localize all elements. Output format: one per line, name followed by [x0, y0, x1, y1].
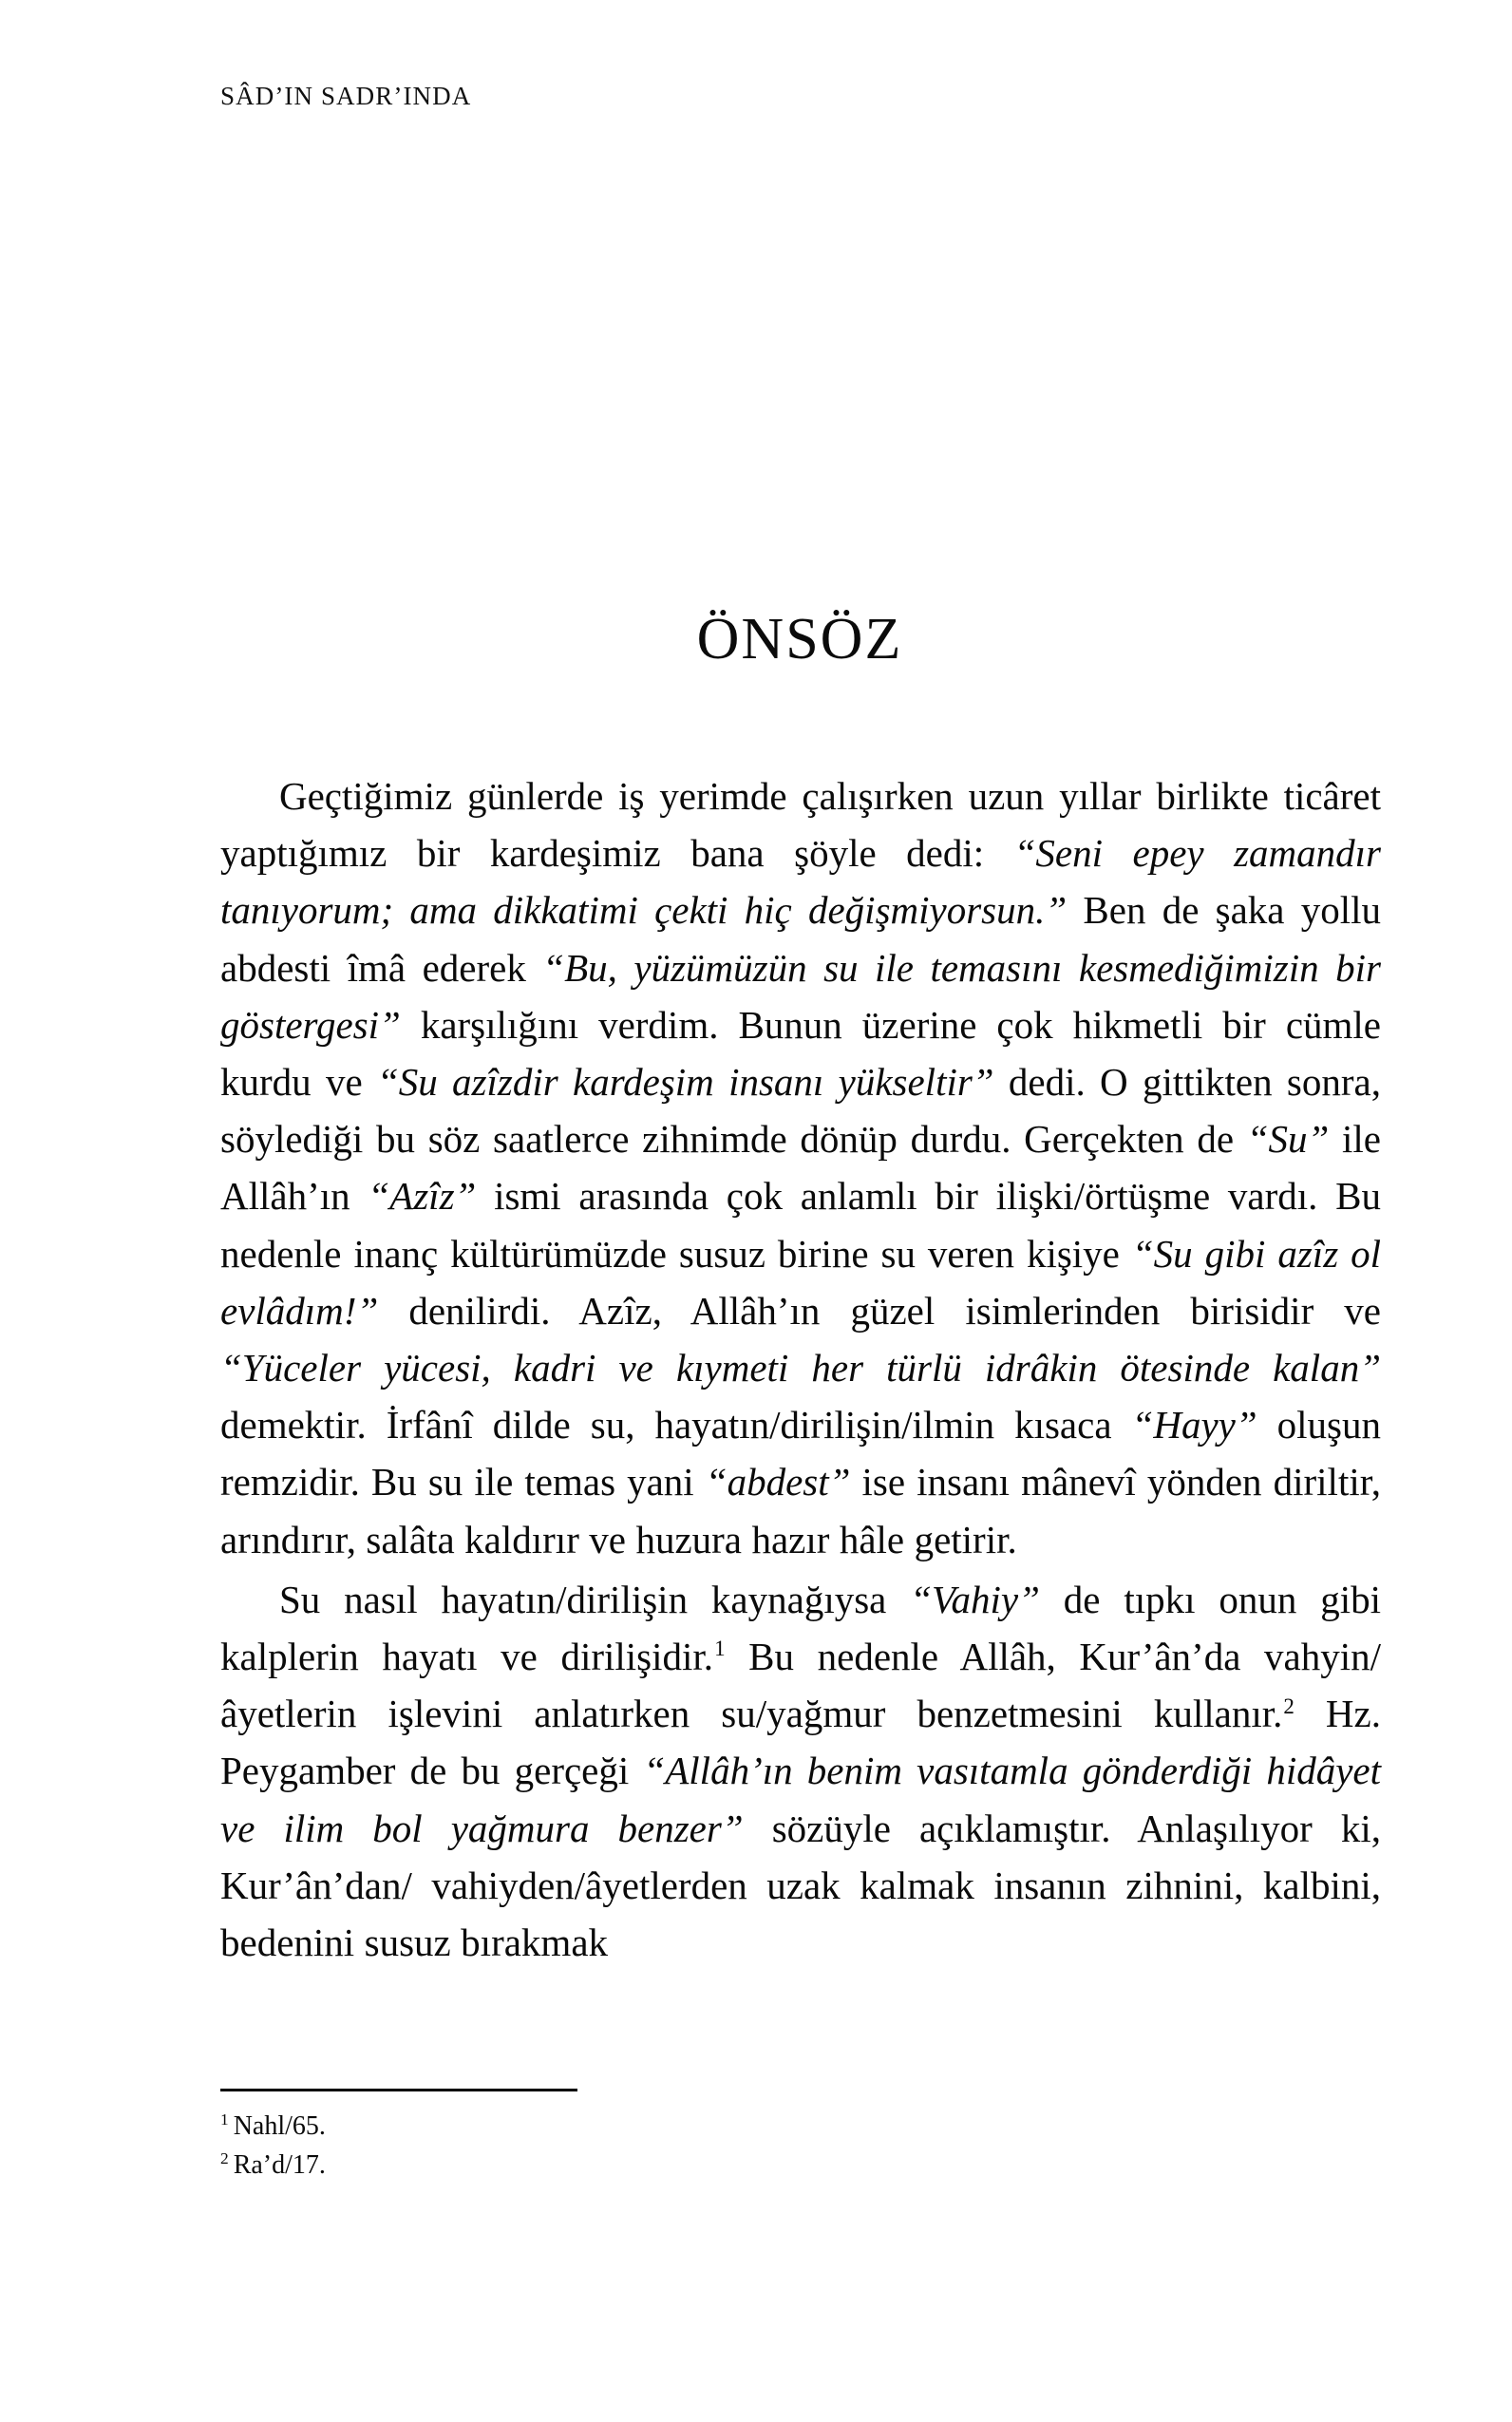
footnote-area — [220, 2089, 1381, 2185]
p2-text-3: Bu nedenle Allâh, Kur’ân’da vahyin/âyetlerin işlevini anlatırken su/yağmur benzetmesini kullanır. — [220, 1635, 1382, 1736]
p1-quote-3: “Su azîzdir kardeşim insanı yükseltir” — [376, 1060, 994, 1105]
p2-quote-2: “Allâh’ın benim vasıtamla gönderdiği hidâyet ve ilim bol yağmura benzer” — [220, 1749, 1381, 1850]
p1-text-7: denilirdi. Azîz, Allâh’ın güzel isimlerinden birisidir ve — [378, 1288, 1381, 1333]
footnote-text: Ra’d/17. — [233, 2150, 326, 2180]
p1-quote-6: “Su gibi azîz ol evlâdım!” — [220, 1231, 1381, 1333]
footnote-ref-1[interactable]: 1 — [714, 1637, 726, 1661]
p1-text-5: ile Allâh’ın — [220, 1117, 1382, 1219]
footnote-item — [220, 2146, 1381, 2185]
p1-text-9: oluşun remzidir. Bu su ile temas yani — [220, 1403, 1381, 1504]
p2-text-1: Su nasıl hayatın/dirilişin kaynağıysa — [279, 1577, 911, 1621]
footnote-ref-2[interactable]: 2 — [1283, 1694, 1295, 1718]
p2-text-5: sözüyle açıklamıştır. Anlaşılıyor ki, Kur’ân’dan/ vahiyden/âyetlerden uzak kalmak insanın zihnini, kalbini, bedenini susuz bırakmak — [220, 1806, 1381, 1965]
footnote-text: Nahl/65. — [233, 2111, 326, 2141]
p1-text-2: Ben de şaka yollu abdesti îmâ ederek — [220, 888, 1381, 990]
p1-quote-2: “Bu, yüzümüzün su ile temasını kesmediğimizin bir göstergesi” — [220, 945, 1381, 1047]
p1-quote-8: “Hayy” — [1131, 1403, 1257, 1448]
running-header: SÂD’IN SADR’INDA — [220, 82, 472, 110]
p2-quote-1: “Vahiy” — [910, 1577, 1040, 1621]
p1-text-6: ismi arasında çok anlamlı bir ilişki/örtüşme vardı. Bu nedenle inanç kültürümüzde susuz birine su veren kişiye — [220, 1174, 1381, 1276]
footnote-number: 2 — [220, 2148, 229, 2167]
paragraph-1 — [220, 767, 1381, 1568]
p1-quote-9: “abdest” — [705, 1460, 851, 1504]
footnote-item — [220, 2107, 1381, 2146]
p1-text-10: ise insanı mânevî yönden diriltir, arındırır, salâta kaldırır ve huzura hazır hâle getirir. — [220, 1460, 1381, 1561]
p1-text-1: Geçtiğimiz günlerde iş yerimde çalışırken uzun yıllar birlikte ticâret yaptığımız bir kardeşimiz bana şöyle dedi: — [220, 774, 1381, 876]
paragraph-2 — [220, 1571, 1381, 1971]
p1-text-3: karşılığını verdim. Bunun üzerine çok hikmetli bir cümle kurdu ve — [220, 1002, 1381, 1105]
p1-quote-4: “Su” — [1246, 1117, 1330, 1162]
p1-quote-7: “Yüceler yücesi, kadri ve kıymeti her türlü idrâkin ötesinde kalan” — [220, 1346, 1381, 1391]
page-title: ÖNSÖZ — [696, 607, 903, 672]
body-text-block — [220, 767, 1381, 1971]
p1-quote-1: “Seni epey zamandır tanıyorum; ama dikkatimi çekti hiç değişmiyorsun.” — [220, 831, 1381, 933]
footnote-number: 1 — [220, 2110, 229, 2129]
p2-text-4: Hz. Peygamber de bu gerçeği — [220, 1692, 1381, 1793]
p2-text-2: de tıpkı onun gibi kalplerin hayatı ve dirilişidir. — [220, 1577, 1381, 1679]
p1-text-4: dedi. O gittikten sonra, söylediği bu söz saatlerce zihnimde dönüp durdu. Gerçekten de — [220, 1060, 1381, 1162]
p1-quote-5: “Azîz” — [368, 1174, 477, 1219]
p1-text-8: demektir. İrfânî dilde su, hayatın/dirilişin/ilmin kısaca — [220, 1403, 1132, 1448]
footnote-separator-rule — [220, 2089, 577, 2091]
